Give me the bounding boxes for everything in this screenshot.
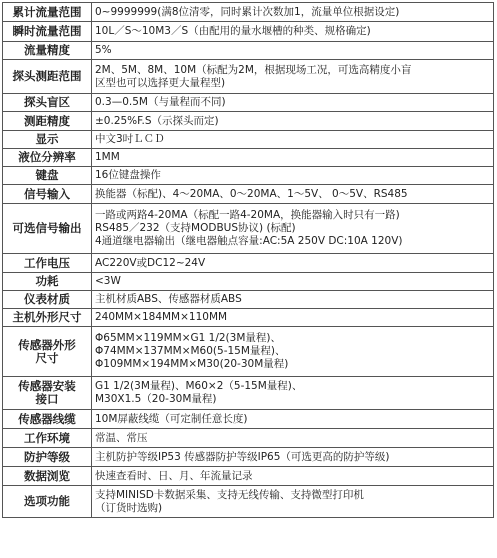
spec-value <box>92 131 494 149</box>
spec-label: 数据浏览 <box>3 467 92 486</box>
spec-value-line: 16位键盘操作 <box>95 169 161 181</box>
spec-row <box>3 167 494 185</box>
spec-label: 液位分辨率 <box>3 149 92 167</box>
spec-value-line: 中文3吋ＬＣＤ <box>95 133 165 145</box>
spec-row <box>3 149 494 167</box>
spec-label: 功耗 <box>3 273 92 291</box>
spec-label: 流量精度 <box>3 42 92 60</box>
spec-value <box>92 60 494 94</box>
spec-value <box>92 254 494 273</box>
spec-label: 显示 <box>3 131 92 149</box>
spec-row <box>3 94 494 112</box>
spec-label: 探头测距范围 <box>3 60 92 94</box>
spec-value <box>92 273 494 291</box>
spec-table-body <box>3 3 494 518</box>
spec-value-line: RS485／232（支持MODBUS协议) (标配) <box>95 222 296 234</box>
spec-value-line: 区型也可以选择更大量程型) <box>95 76 226 89</box>
spec-row <box>3 291 494 309</box>
spec-value <box>92 309 494 327</box>
spec-label: 主机外形尺寸 <box>3 309 92 327</box>
spec-value <box>92 467 494 486</box>
spec-value <box>92 291 494 309</box>
spec-row <box>3 467 494 486</box>
spec-value <box>92 3 494 22</box>
spec-row <box>3 22 494 42</box>
spec-value-line: AC220V或DC12~24V <box>95 256 206 269</box>
spec-value-line: 4通道继电器输出（继电器触点容量:AC:5A 250V DC:10A 120V) <box>95 235 403 247</box>
spec-label: 累计流量范围 <box>3 3 92 22</box>
spec-row <box>3 273 494 291</box>
spec-value-line: 0.3—0.5M（与量程而不同) <box>95 96 226 108</box>
spec-label: 可选信号输出 <box>3 204 92 254</box>
spec-value <box>92 486 494 518</box>
spec-value <box>92 448 494 467</box>
spec-value-line: 2M、5M、8M、10M（标配为2M，根据现场工况，可选高精度小盲 <box>95 63 412 76</box>
spec-value <box>92 185 494 204</box>
spec-label: 仪表材质 <box>3 291 92 309</box>
spec-value-line: 240MM×184MM×110MM <box>95 311 228 323</box>
spec-row <box>3 486 494 518</box>
spec-value-line: 0~9999999(满8位清零，同时累计次数加1，流量单位根据设定) <box>95 5 400 18</box>
spec-value-line: 快速查看时、日、月、年流量记录 <box>95 469 253 482</box>
spec-value-line: 5% <box>95 44 112 56</box>
spec-row <box>3 309 494 327</box>
spec-value-line: Φ109MM×194MM×M30(20-30M量程) <box>95 358 289 370</box>
spec-row <box>3 327 494 377</box>
spec-value-line: 主机材质ABS、传感器材质ABS <box>95 293 242 305</box>
spec-value <box>92 167 494 185</box>
spec-row <box>3 410 494 429</box>
spec-label: 工作电压 <box>3 254 92 273</box>
spec-row <box>3 429 494 448</box>
spec-value <box>92 377 494 410</box>
spec-label: 传感器安装 接口 <box>3 377 92 410</box>
spec-value-line: M30X1.5（20-30M量程) <box>95 393 217 405</box>
spec-label: 测距精度 <box>3 112 92 131</box>
spec-value <box>92 42 494 60</box>
spec-value-line: 1MM <box>95 151 120 163</box>
spec-row <box>3 377 494 410</box>
spec-value <box>92 429 494 448</box>
spec-label: 探头盲区 <box>3 94 92 112</box>
spec-table <box>2 2 494 518</box>
spec-label: 工作环境 <box>3 429 92 448</box>
spec-value <box>92 204 494 254</box>
spec-row <box>3 254 494 273</box>
spec-value-line: 10L／S～10M3／S（由配用的量水堰槽的种类、规格确定) <box>95 25 371 37</box>
spec-value-line: <3W <box>95 275 121 287</box>
spec-value-line: G1 1/2(3M量程)、M60×2（5-15M量程)、 <box>95 380 303 392</box>
spec-label: 瞬时流量范围 <box>3 22 92 42</box>
spec-value <box>92 327 494 377</box>
spec-row <box>3 131 494 149</box>
spec-row <box>3 204 494 254</box>
spec-row <box>3 3 494 22</box>
spec-value-line: 常温、常压 <box>95 431 148 444</box>
spec-value <box>92 149 494 167</box>
spec-label: 信号输入 <box>3 185 92 204</box>
spec-value-line: （订货时选购) <box>95 501 163 514</box>
spec-value-line: 换能器（标配)、4～20MA、0～20MA、1～5V、 0～5V、RS485 <box>95 187 408 200</box>
spec-value-line: Φ65MM×119MM×G1 1/2(3M量程)、 <box>95 332 281 344</box>
spec-value-line: Φ74MM×137MM×M60(5-15M量程)、 <box>95 345 286 357</box>
spec-row <box>3 112 494 131</box>
spec-value <box>92 112 494 131</box>
spec-value-line: 支持MINISD卡数据采集、支持无线传输、支持微型打印机 <box>95 488 364 501</box>
spec-value-line: 一路或两路4-20MA（标配一路4-20MA，换能器输入时只有一路) <box>95 209 400 221</box>
spec-label: 防护等级 <box>3 448 92 467</box>
spec-row <box>3 60 494 94</box>
spec-row <box>3 42 494 60</box>
spec-value <box>92 22 494 42</box>
spec-label: 选项功能 <box>3 486 92 518</box>
spec-label: 传感器线缆 <box>3 410 92 429</box>
spec-value <box>92 94 494 112</box>
spec-label: 键盘 <box>3 167 92 185</box>
spec-value-line: ±0.25%F.S（示探头而定) <box>95 114 219 127</box>
spec-value <box>92 410 494 429</box>
spec-value-line: 10M屏蔽线缆（可定制任意长度) <box>95 412 248 425</box>
spec-row <box>3 185 494 204</box>
spec-row <box>3 448 494 467</box>
spec-label: 传感器外形 尺寸 <box>3 327 92 377</box>
spec-value-line: 主机防护等级IP53 传感器防护等级IP65（可选更高的防护等级) <box>95 450 390 463</box>
